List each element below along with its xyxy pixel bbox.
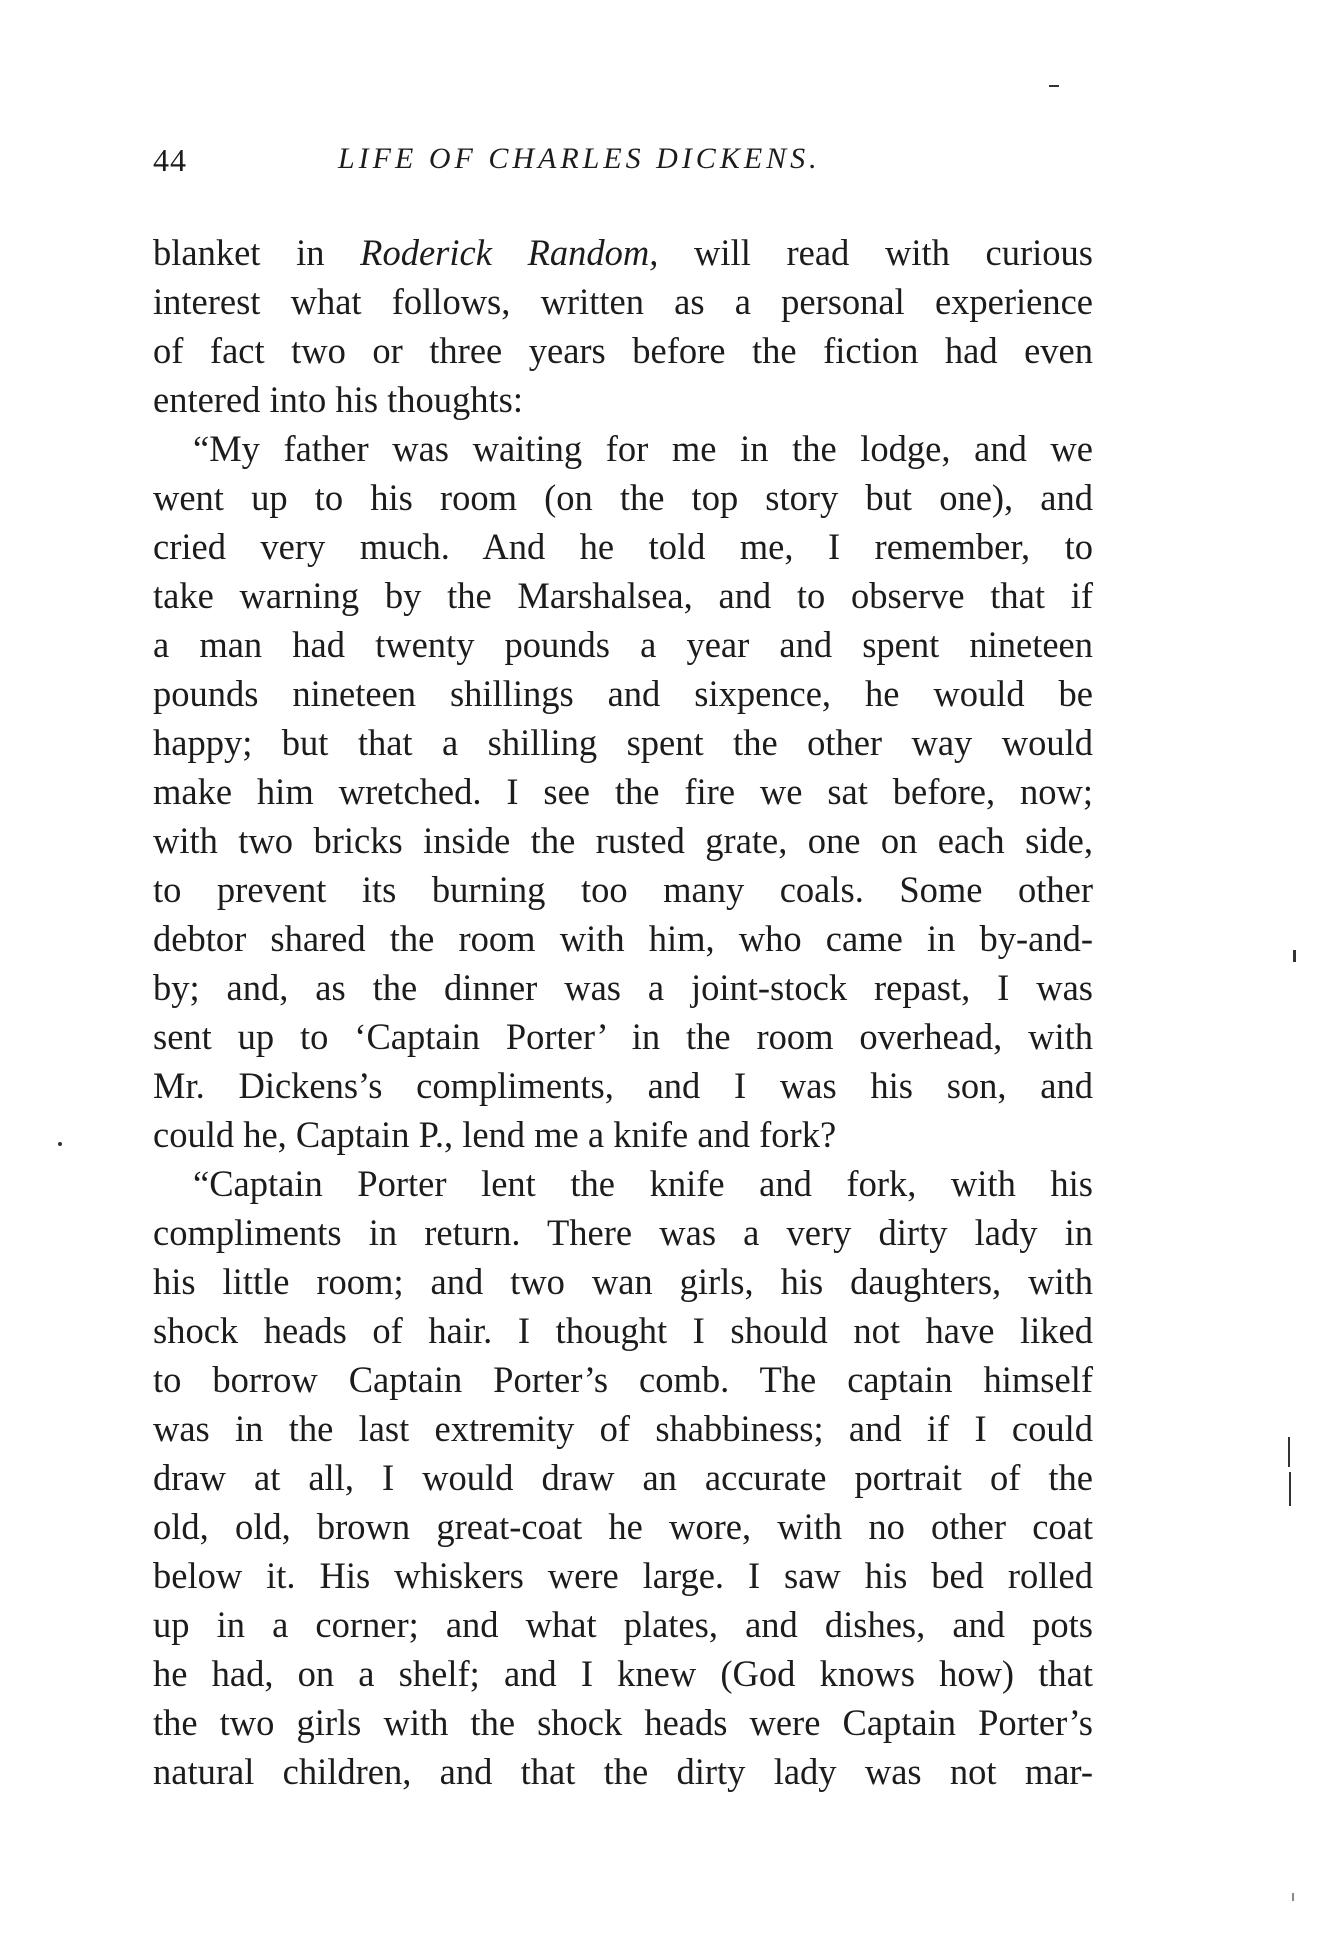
text-line: a man had twenty pounds a year and spent nineteen: [153, 624, 1093, 665]
book-title-roderick-random: Roderick Random,: [360, 232, 659, 273]
text-line: compliments in return. There was a very dirty lady in: [153, 1212, 1093, 1253]
scan-speck: [1049, 85, 1059, 87]
text-line: interest what follows, written as a personal experience: [153, 281, 1093, 322]
scan-speck: [1292, 1893, 1294, 1901]
text-line: could he, Captain P., lend me a knife and fork?: [153, 1114, 837, 1155]
text-line: with two bricks inside the rusted grate, one on each side,: [153, 820, 1093, 861]
scan-speck: [1288, 1437, 1290, 1467]
running-title: LIFE OF CHARLES DICKENS.: [338, 142, 821, 175]
scan-speck: [58, 1142, 62, 1146]
body-text: [153, 228, 1093, 1796]
text-line: draw at all, I would draw an accurate portrait of the: [153, 1457, 1093, 1498]
text-line: “Captain Porter lent the knife and fork, with his: [193, 1163, 1093, 1204]
text-line: he had, on a shelf; and I knew (God knows how) that: [153, 1653, 1093, 1694]
text-line: happy; but that a shilling spent the other way would: [153, 722, 1093, 763]
scan-speck: [1289, 1472, 1291, 1506]
text-line: make him wretched. I see the fire we sat before, now;: [153, 771, 1093, 812]
text-line: by; and, as the dinner was a joint-stock repast, I was: [153, 967, 1093, 1008]
text-line: of fact two or three years before the fiction had even: [153, 330, 1093, 371]
text-line: take warning by the Marshalsea, and to observe that if: [153, 575, 1093, 616]
text-line: “My father was waiting for me in the lodge, and we: [193, 428, 1093, 469]
text-line: Mr. Dickens’s compliments, and I was his son, and: [153, 1065, 1093, 1106]
text-line: below it. His whiskers were large. I saw his bed rolled: [153, 1555, 1093, 1596]
scan-speck: [1293, 950, 1296, 962]
text-line: to prevent its burning too many coals. Some other: [153, 869, 1093, 910]
text-line: shock heads of hair. I thought I should not have liked: [153, 1310, 1093, 1351]
page-header: [153, 142, 1093, 192]
text-line: blanket in Roderick Random, will read with curious: [153, 232, 1093, 273]
text-line: up in a corner; and what plates, and dishes, and pots: [153, 1604, 1093, 1645]
text-line: his little room; and two wan girls, his daughters, with: [153, 1261, 1093, 1302]
text-line: the two girls with the shock heads were Captain Porter’s: [153, 1702, 1093, 1743]
text-line: natural children, and that the dirty lady was not mar-: [153, 1751, 1093, 1792]
text-line: went up to his room (on the top story but one), and: [153, 477, 1093, 518]
text-line: was in the last extremity of shabbiness; and if I could: [153, 1408, 1093, 1449]
text-line: entered into his thoughts:: [153, 379, 524, 420]
text-line: pounds nineteen shillings and sixpence, he would be: [153, 673, 1093, 714]
text-line: debtor shared the room with him, who came in by-and-: [153, 918, 1093, 959]
text-line: cried very much. And he told me, I remember, to: [153, 526, 1093, 567]
page-number: 44: [153, 142, 187, 178]
text-line: to borrow Captain Porter’s comb. The captain himself: [153, 1359, 1093, 1400]
text-line: sent up to ‘Captain Porter’ in the room overhead, with: [153, 1016, 1093, 1057]
text-line: old, old, brown great-coat he wore, with no other coat: [153, 1506, 1093, 1547]
